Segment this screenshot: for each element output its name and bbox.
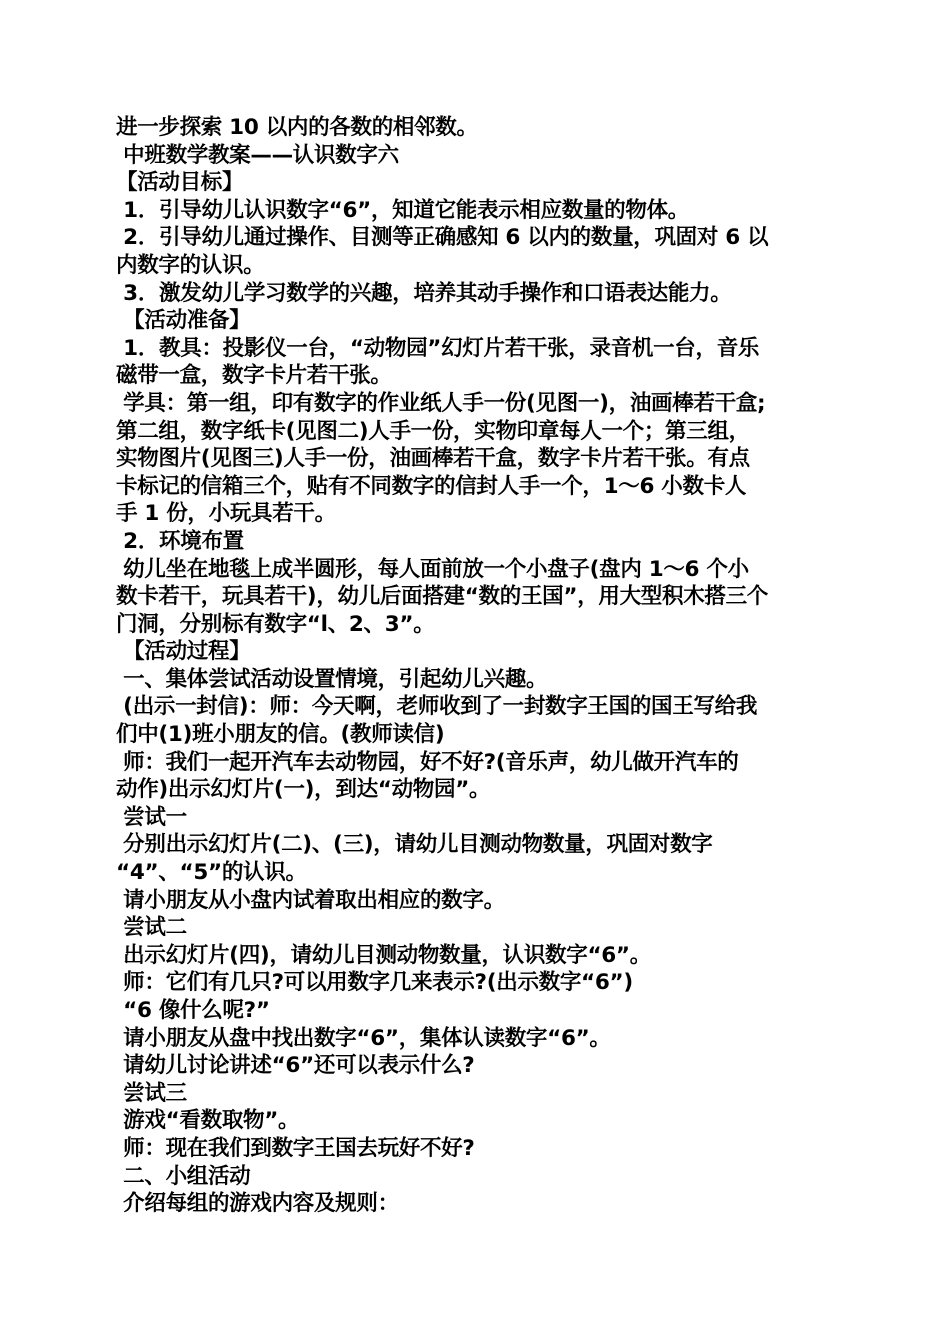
text-line: 请小朋友从盘中找出数字“6”，集体认读数字“6”。	[116, 1025, 611, 1051]
text-line: 请幼儿讨论讲述“6”还可以表示什么?	[116, 1053, 475, 1079]
text-line: 进一步探索 10 以内的各数的相邻数。	[116, 115, 478, 140]
text-line: 门洞，分别标有数字“l、2、3”。	[116, 611, 435, 637]
section-heading: 【活动过程】	[116, 639, 251, 665]
text-line: 动作)出示幻灯片(一)，到达“动物园”。	[116, 777, 491, 803]
text-line: 学具：第一组，印有数字的作业纸人手一份(见图一)，油画棒若干盒;	[116, 390, 766, 416]
section-heading: 【活动目标】	[116, 170, 244, 196]
text-line: 第二组，数字纸卡(见图二)人手一份，实物印章每人一个；第三组，	[116, 418, 750, 444]
text-line: 出示幻灯片(四)，请幼儿目测动物数量，认识数字“6”。	[116, 942, 651, 968]
text-line: 内数字的认识。	[116, 252, 265, 278]
text-line: “4”、“5”的认识。	[116, 860, 307, 886]
text-line: 尝试三	[116, 1080, 187, 1106]
text-line: 二、小组活动	[116, 1163, 251, 1189]
text-line: 1．引导幼儿认识数字“6”，知道它能表示相应数量的物体。	[116, 197, 689, 223]
text-line: 磁带一盒，数字卡片若干张。	[116, 363, 392, 389]
text-line: 分别出示幻灯片(二)、(三)，请幼儿目测动物数量，巩固对数字	[116, 832, 713, 858]
text-line: 实物图片(见图三)人手一份，油画棒若干盒，数字卡片若干张。有点	[116, 446, 750, 472]
document-body	[116, 114, 846, 1218]
text-line: 们中(1)班小朋友的信。(教师读信)	[116, 722, 445, 748]
text-line: 师：现在我们到数字王国去玩好不好?	[116, 1135, 475, 1161]
text-line: 2．环境布置	[116, 528, 244, 554]
text-line: 1．教具：投影仪一台，“动物园”幻灯片若干张，录音机一台，音乐	[116, 335, 760, 361]
text-line: 介绍每组的游戏内容及规则：	[116, 1191, 399, 1217]
lesson-title: 中班数学教案——认识数字六	[116, 142, 399, 168]
text-line: (出示一封信)：师：今天啊，老师收到了一封数字王国的国王写给我	[116, 694, 758, 720]
text-line: 卡标记的信箱三个，贴有不同数字的信封人手一个，1～6 小数卡人	[116, 473, 747, 499]
text-line: “6 像什么呢?”	[116, 998, 270, 1023]
text-line: 手 1 份，小玩具若干。	[116, 501, 336, 527]
text-line: 一、集体尝试活动设置情境，引起幼儿兴趣。	[116, 666, 548, 692]
text-line: 数卡若干，玩具若干)，幼儿后面搭建“数的王国”，用大型积木搭三个	[116, 584, 768, 610]
text-line: 幼儿坐在地毯上成半圆形，每人面前放一个小盘子(盘内 1～6 个小	[116, 556, 749, 582]
text-line: 师：它们有几只?可以用数字几来表示?(出示数字“6”)	[116, 970, 633, 996]
text-line: 尝试二	[116, 915, 187, 941]
text-line: 2．引导幼儿通过操作、目测等正确感知 6 以内的数量，巩固对 6 以	[116, 225, 769, 251]
text-line: 师：我们一起开汽车去动物园，好不好?(音乐声，幼儿做开汽车的	[116, 749, 739, 775]
text-line: 3．激发幼儿学习数学的兴趣，培养其动手操作和口语表达能力。	[116, 280, 732, 306]
section-heading: 【活动准备】	[116, 308, 251, 334]
text-line: 请小朋友从小盘内试着取出相应的数字。	[116, 887, 505, 913]
text-line: 游戏“看数取物”。	[116, 1108, 300, 1134]
text-line: 尝试一	[116, 804, 187, 830]
